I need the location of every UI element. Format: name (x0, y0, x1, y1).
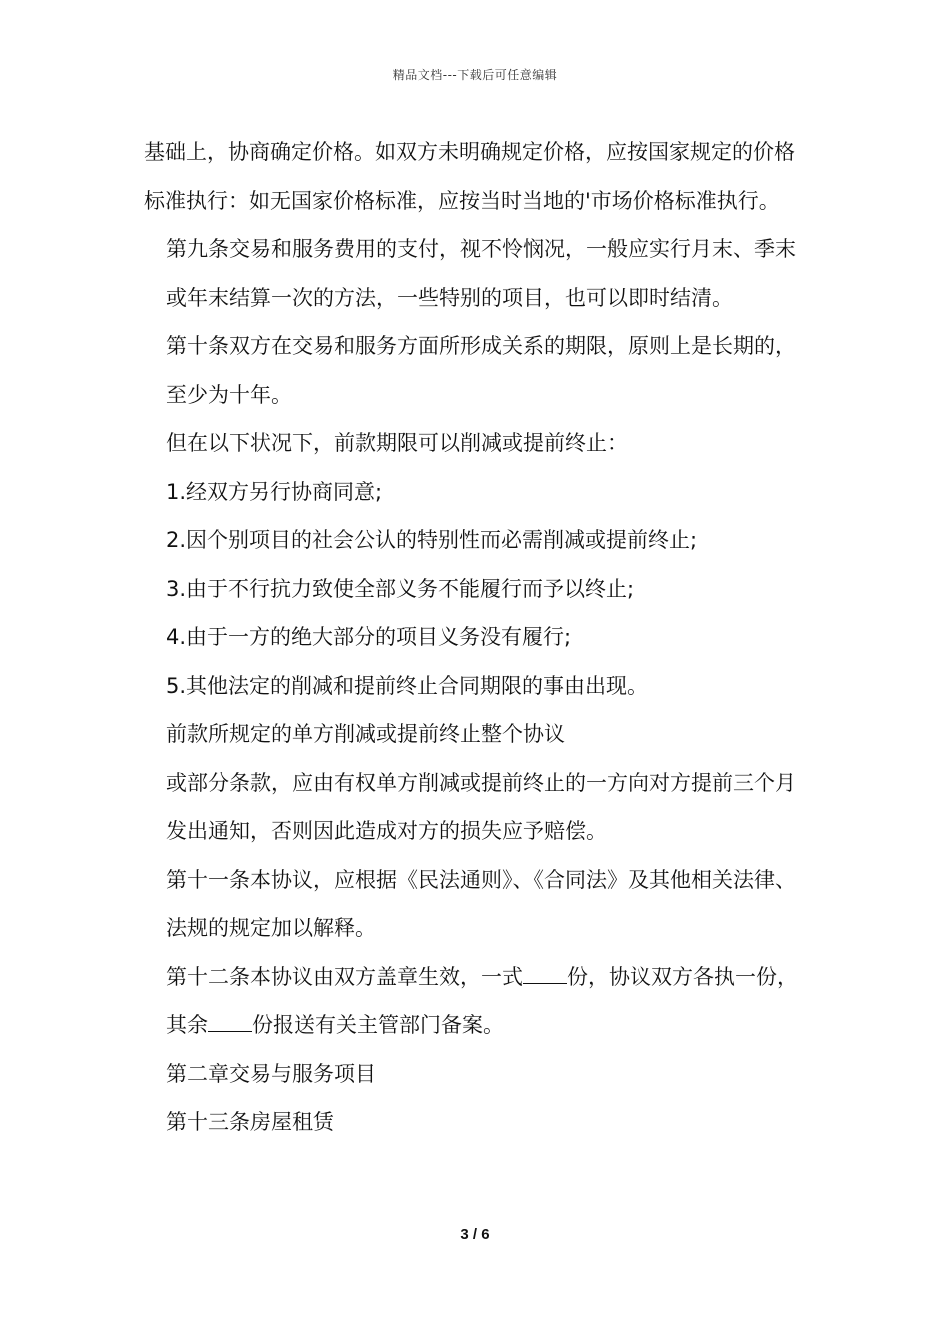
paragraph-article-10: 第十条双方在交易和服务方面所形成关系的期限，原则上是长期的，至少为十年。 (166, 334, 796, 407)
chapter-2-heading: 第二章交易与服务项目 (166, 1061, 376, 1086)
list-item-2: 2.因个别项目的社会公认的特别性而必需削减或提前终止; (166, 528, 698, 552)
paragraph-article-9: 第九条交易和服务费用的支付，视不怜悯况，一般应实行月末、季末或年末结算一次的方法，一些特别的项目，也可以即时结清。 (166, 237, 796, 310)
page-number: 3 / 6 (460, 1226, 490, 1243)
paragraph-exceptions-intro: 但在以下状况下，前款期限可以削减或提前终止： (166, 431, 628, 455)
paragraph-price-basis: 基础上，协商确定价格。如双方未明确规定价格，应按国家规定的价格标准执行：如无国家价格标准，应按当时当地的'市场价格标准执行。 (144, 140, 795, 213)
article-13-heading: 第十三条房屋租赁 (166, 1110, 334, 1134)
list-item-1: 1.经双方另行协商同意; (166, 479, 383, 504)
page-header: 精品文档---下载后可任意编辑 (392, 68, 558, 82)
article-12-part-b: 份，协议双方各执一份，其余 (166, 964, 798, 1037)
paragraph-article-12 (144, 953, 812, 1050)
article-12-part-c: 份报送有关主管部门备案。 (252, 1013, 504, 1037)
list-item-5: 5.其他法定的削减和提前终止合同期限的事由出现。 (166, 673, 649, 698)
filed-copies-blank-field[interactable] (208, 1013, 252, 1032)
list-item-3: 3.由于不行抗力致使全部义务不能履行而予以终止; (166, 576, 635, 601)
copies-blank-field[interactable] (523, 965, 567, 984)
paragraph-notice-requirement: 或部分条款，应由有权单方削减或提前终止的一方向对方提前三个月发出通知，否则因此造成对方的损失应予赔偿。 (166, 770, 796, 843)
list-item-4: 4.由于一方的绝大部分的项目义务没有履行; (166, 625, 572, 649)
article-12-part-a: 第十二条本协议由双方盖章生效，一式 (166, 964, 523, 989)
paragraph-termination-clause: 前款所规定的单方削减或提前终止整个协议 (166, 722, 565, 746)
document-body (144, 128, 812, 1147)
paragraph-article-11: 第十一条本协议，应根据《民法通则》、《合同法》及其他相关法律、法规的规定加以解释。 (166, 867, 796, 940)
